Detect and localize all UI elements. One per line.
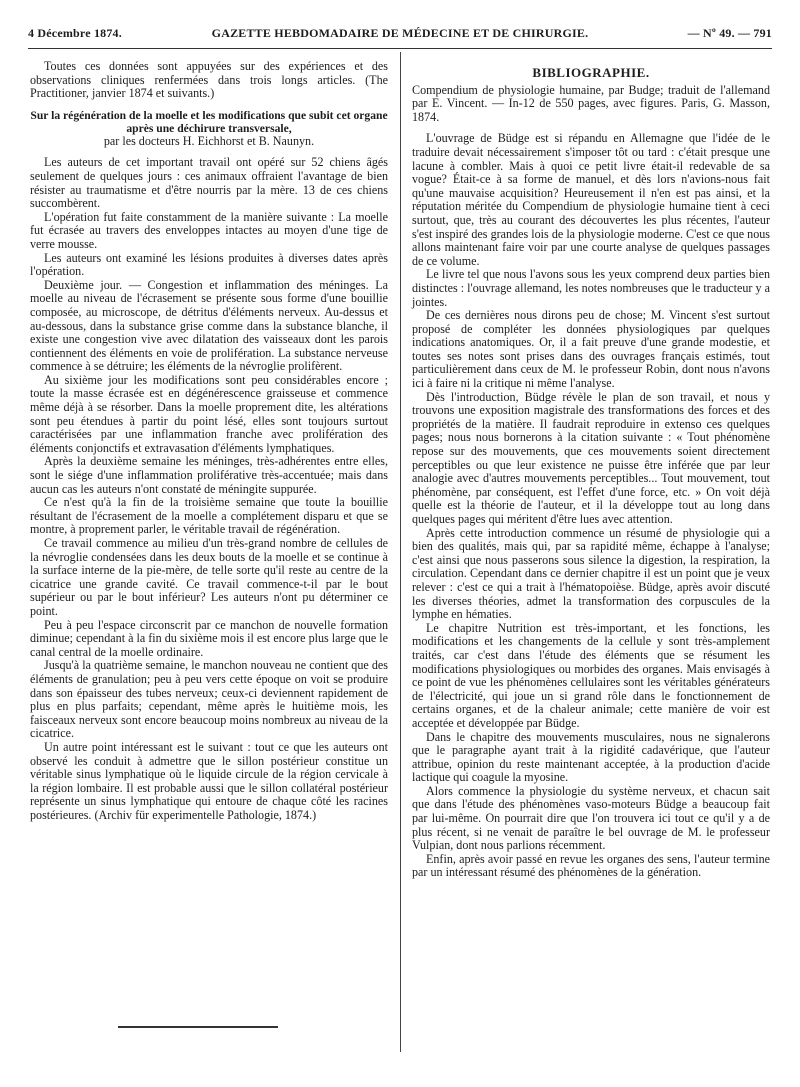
column-divider	[400, 52, 401, 1052]
left-column	[30, 60, 388, 822]
body-paragraph: De ces dernières nous dirons peu de chose; M. Vincent s'est surtout proposé de compléter les données physiologiques par quelques indications anatomiques. Or, il a fait preuve d'une grande modestie, et toutes ses notes sont prises dans des ouvrages français estimés, tout particulièrement dans ceux de M. le professeur Robin, dont nous n'avons ici à faire ni la critique ni même l'analyse.	[412, 308, 770, 391]
section-end-rule	[118, 1026, 278, 1028]
body-paragraph: Les auteurs de cet important travail ont opéré sur 52 chiens âgés seulement de quelques jours : ces animaux offraient l'avantage de bien résister au traumatisme et d'être nourris par la mère. 13 de ces chiens succombèrent.	[30, 155, 388, 211]
article-title: Sur la régénération de la moelle et les modifications que subit cet organe après une déchirure transversale,	[30, 108, 388, 135]
body-paragraph: Dans le chapitre des mouvements musculaires, nous ne signalerons que le paragraphe ayant trait à la rigidité cadavérique, que l'auteur attribue, opinion du reste maintenant acceptée, à la production d'acide lactique qui coagule la myosine.	[412, 729, 770, 785]
section-title: BIBLIOGRAPHIE.	[532, 65, 650, 80]
header-date: 4 Décembre 1874.	[28, 26, 122, 40]
body-paragraph: Un autre point intéressant est le suivant : tout ce que les auteurs ont observé les conduit à admettre que le sillon postérieur constitue un véritable sinus lymphatique où le liquide circule de la région cervicale à la région lombaire. Il est probable aussi que le sillon collatéral postérieur représente un sinus lymphatique qui entoure de chaque côté les racines postérieures. (Archiv für experimentelle Pathologie, 1874.)	[30, 739, 388, 822]
body-paragraph: Alors commence la physiologie du système nerveux, et chacun sait que dans l'étude des phénomènes vaso-moteurs Büdge a beaucoup fait par lui-même. On pourrait dire que l'on trouvera ici tout ce qu'il y a de plus récent, si ne venait de paraître le bel ouvrage de M. le professeur Vulpian, dont nous parlions récemment.	[412, 783, 770, 853]
body-paragraph: Dès l'introduction, Büdge révèle le plan de son travail, et nous y trouvons une exposition magistrale des transformations des forces et des propriétés de la matière. Il faudrait reproduire in extenso ces quelques pages; nous nous bornerons à la citation suivante : « Tout phénomène repose sur des mouvements, que ces mouvements soient directement perceptibles ou que leur existence ne puisse être inférée que par leur analogie avec d'autres mouvements perceptibles... Tout mouvement, tout phénomène, par conséquent, est l'effet d'une force, etc. » On voit déjà quelle est la théorie de l'auteur, et il la développe tout au long dans quelques pages qui méritent d'être lues avec attention.	[412, 389, 770, 526]
header-issue-page: — Nº 49. — 791	[687, 26, 772, 40]
body-paragraph: Enfin, après avoir passé en revue les organes des sens, l'auteur termine par un intéressant résumé des phénomènes de la génération.	[412, 851, 770, 880]
body-paragraph: Le livre tel que nous l'avons sous les yeux comprend deux parties bien distinctes : l'ouvrage allemand, les notes nombreuses que le traducteur y a jointes.	[412, 267, 770, 309]
header-title: GAZETTE HEBDOMADAIRE DE MÉDECINE ET DE CHIRURGIE.	[211, 26, 589, 40]
page-header	[28, 26, 772, 46]
body-paragraph: Ce travail commence au milieu d'un très-grand nombre de cellules de la névroglie condensées dans les deux bouts de la moelle et se continue à la surface interne de la pie-mère, de telle sorte qu'il reste au centre de la cicatrice une grande cavité. Ce travail commence-t-il par le bout supérieur ou par le bout inférieur? Les auteurs n'ont pu déterminer ce point.	[30, 536, 388, 618]
body-paragraph: Au sixième jour les modifications sont peu considérables encore ; toute la masse écrasée est en dégénérescence graisseuse et commence même déjà à se résorber. Dans la moelle proprement dite, les altérations sont peu étendues à partir du point lésé, elles sont toujours surtout caractérisées par une inflammation franche avec prolifération des éléments conjonctifs et extravasation d'éléments lymphatiques.	[30, 372, 388, 455]
intro-paragraph: Toutes ces données sont appuyées sur des expériences et des observations cliniques renfermées dans trois longs articles. (The Practitioner, janvier 1874 et suivants.)	[30, 59, 388, 101]
body-paragraph: Après la deuxième semaine les méninges, très-adhérentes entre elles, sont le siége d'une inflammation proliférative très-accentuée; mais dans aucun cas les auteurs n'ont constaté de méningite suppurée.	[30, 454, 388, 496]
body-paragraph: Ce n'est qu'à la fin de la troisième semaine que toute la bouillie résultant de l'écrasement de la moelle a complétement disparu et que se montre, à proprement parler, le véritable travail de régénération.	[30, 495, 388, 537]
body-paragraph: L'ouvrage de Büdge est si répandu en Allemagne que l'idée de le traduire devait nécessairement s'imposer tôt ou tard : c'était presque une lacune à combler. Mais à quoi ce petit livre était-il redevable de sa vogue? Était-ce à sa forme de manuel, et dès lors n'avions-nous fait qu'une mauvaise acquisition? Heureusement il n'en est pas ainsi, et la réputation méritée du Compendium de physiologie humaine tient à ceci surtout, que, très au courant des découvertes les plus récentes, l'auteur s'est inspiré des grandes lois de la physiologie moderne. C'est ce que nous allons maintenant faire voir par une courte analyse de quelques passages de ce volume.	[412, 131, 770, 268]
right-column	[412, 60, 770, 880]
article-byline: par les docteurs H. Eichhorst et B. Naunyn.	[103, 133, 315, 148]
header-rule	[28, 48, 772, 49]
body-paragraph: Jusqu'à la quatrième semaine, le manchon nouveau ne contient que des éléments de granulation; peu à peu vers cette époque on voit se produire dans son épaisseur des tubes nerveux; ceux-ci deviennent rapidement de plus en plus parfaits; cependant, même après le huitième mois, les faisceaux nerveux sont encore beaucoup moins nombreux au niveau de la cicatrice.	[30, 658, 388, 741]
body-paragraph: Après cette introduction commence un résumé de physiologie qui a bien des qualités, mais qui, par sa rapidité même, échappe à l'analyse; c'est ainsi que nous passerons sous silence la digestion, la respiration, la circulation. Cependant dans ce dernier chapitre il est un point que je veux relever : c'est ce qui a trait à l'hématopoièse. Büdge, après avoir discuté les diverses théories, admet la transformation des corpuscules de la lymphe en hématies.	[412, 525, 770, 622]
body-paragraph: Le chapitre Nutrition est très-important, et les fonctions, les modifications et les changements de la cellule y sont très-amplement traités, car c'est dans l'étude des éléments que se résument les modifications physiologiques ou morbides des organes. Mais envisagés à ce point de vue les phénomènes cellulaires sont les véritables générateurs de l'électricité, qui joue un si grand rôle dans le fonctionnement de certains organes, et de la chaleur animale; cette manière de voir est acceptée et développée par Büdge.	[412, 620, 770, 730]
body-paragraph: Les auteurs ont examiné les lésions produites à diverses dates après l'opération.	[30, 250, 388, 279]
body-paragraph: Deuxième jour. — Congestion et inflammation des méninges. La moelle au niveau de l'écrasement se présente sous forme d'une bouillie composée, au microscope, de détritus d'éléments nerveux. Au-dessus et au-dessous, dans la substance grise comme dans la substance blanche, il existe une congestion vive avec dilatation des vaisseaux dont les parois contiennent des éléments en voie de prolifération. La substance nerveuse commence à se détruire; les éléments de la névroglie prolifèrent.	[30, 277, 388, 374]
book-reference: Compendium de physiologie humaine, par Budge; traduit de l'allemand par E. Vincent. — In-12 de 550 pages, avec figures. Paris, G. Masson, 1874.	[412, 82, 770, 124]
body-paragraph: L'opération fut faite constamment de la manière suivante : La moelle fut écrasée au travers des enveloppes intactes au moyen d'une tige de verre mousse.	[30, 209, 388, 251]
body-paragraph: Peu à peu l'espace circonscrit par ce manchon de nouvelle formation diminue; cependant à la fin du sixième mois il est encore plus large que le canal central de la moelle ordinaire.	[30, 617, 388, 659]
